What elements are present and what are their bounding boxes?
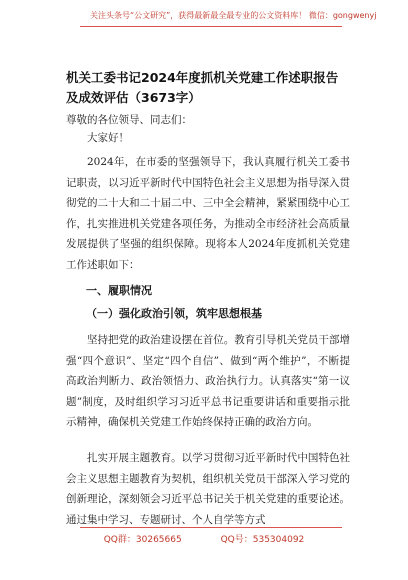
footer-divider	[80, 527, 342, 528]
greeting: 大家好！	[87, 132, 129, 144]
paragraph-education: 扎实开展主题教育。以学习贯彻习近平新时代中国特色社会主义思想主题教育为契机，组织机关党员干部深入学习党的创新理论，深刻领会习近平总书记关于机关党建的重要论述。通过集中学习、专题研讨、个人自学等方式	[66, 452, 350, 526]
footer	[0, 532, 408, 545]
paragraph-political: 坚持把党的政治建设摆在首位。教育引导机关党员干部增强“四个意识”、坚定“四个自信”、做到“两个维护”，不断提高政治判断力、政治领悟力、政治执行力。认真落实“第一议题”制度，及时组织学习习近平总书记重要讲话和重要指示批示精神，确保机关党建工作始终保持正确的政治方向。	[66, 334, 350, 428]
section-heading: 一、履职情况	[86, 284, 152, 297]
document-title: 机关工委书记2024年度抓机关党建工作述职报告及成效评估（3673字）	[66, 70, 339, 105]
header-promo-text: 关注头条号“公文研究”，获得最新最全最专业的公文资料库！ 微信：gongwenyj	[90, 11, 377, 20]
salutation: 尊敬的各位领导、同志们：	[66, 114, 192, 126]
footer-qq-number: QQ号：535304092	[220, 535, 305, 545]
paragraph-intro: 2024年，在市委的坚强领导下，我认真履行机关工委书记职责，以习近平新时代中国特色社会主义思想为指导深入贯彻党的二十大和二十届二中、三中全会精神，紧紧围绕中心工作，扎实推进机关党建各项任务，为推动全市经济社会高质量发展提供了坚强的组织保障。现将本人2024年度抓机关党建工作述职如下：	[66, 156, 350, 271]
subsection-heading: （一）强化政治引领，筑牢思想根基	[86, 307, 262, 320]
header-divider	[80, 26, 342, 27]
footer-qq-group: QQ群：30265665	[103, 535, 182, 545]
header-banner	[0, 0, 408, 30]
